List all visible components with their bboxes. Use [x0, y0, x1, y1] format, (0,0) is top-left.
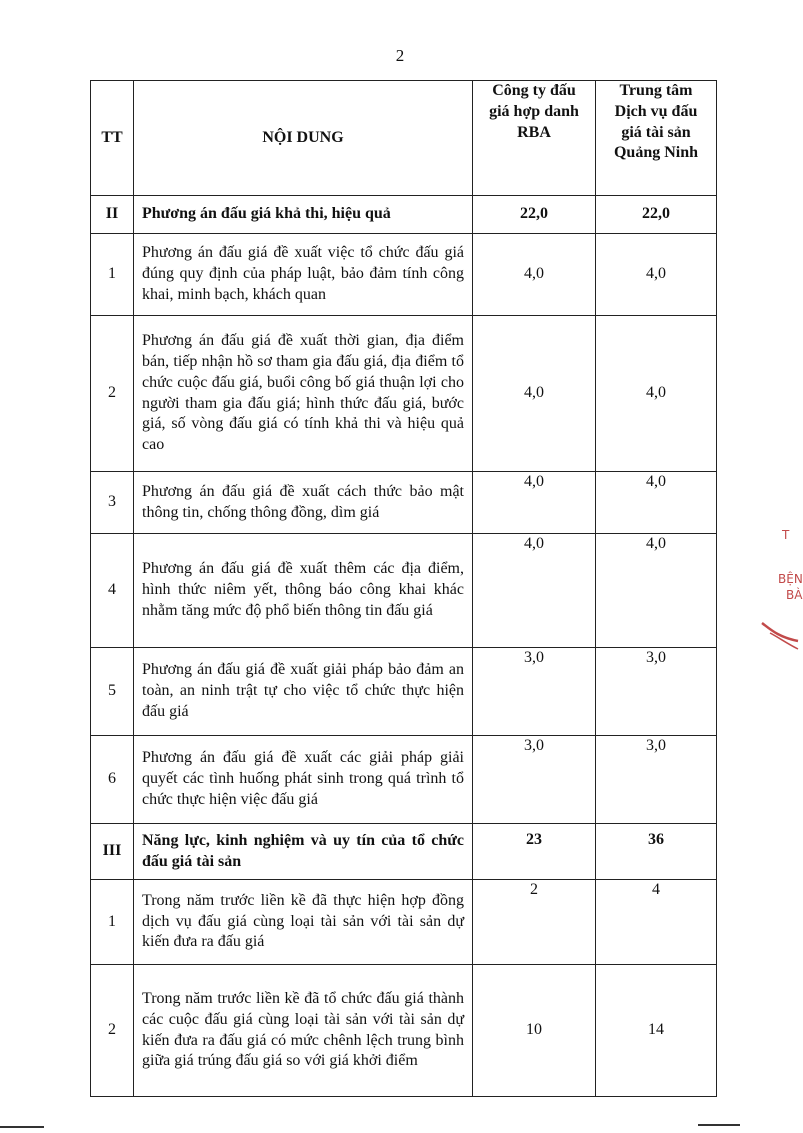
row-score-qn: 4,0	[596, 316, 717, 472]
row-content: Năng lực, kinh nghiệm và uy tín của tổ chức đấu giá tài sản	[134, 824, 473, 880]
row-score-rba: 3,0	[473, 648, 596, 736]
row-score-rba: 4,0	[473, 472, 596, 534]
row-score-qn: 22,0	[596, 196, 717, 234]
row-tt: 4	[91, 534, 134, 648]
row-content: Phương án đấu giá khả thi, hiệu quả	[134, 196, 473, 234]
row-content: Phương án đấu giá đề xuất việc tổ chức đấu giá đúng quy định của pháp luật, bảo đảm tính công khai, minh bạch, khách quan	[134, 234, 473, 316]
row-tt: 1	[91, 234, 134, 316]
row-score-rba: 3,0	[473, 736, 596, 824]
row-score-rba: 4,0	[473, 316, 596, 472]
row-score-rba: 10	[473, 965, 596, 1097]
row-score-qn: 3,0	[596, 648, 717, 736]
row-score-qn: 36	[596, 824, 717, 880]
row-score-qn: 3,0	[596, 736, 717, 824]
row-score-qn: 14	[596, 965, 717, 1097]
row-score-qn: 4,0	[596, 472, 717, 534]
table-row	[91, 648, 717, 736]
row-tt: II	[91, 196, 134, 234]
row-tt: 2	[91, 316, 134, 472]
row-content: Phương án đấu giá đề xuất các giải pháp giải quyết các tình huống phát sinh trong quá trình tổ chức thực hiện việc đấu giá	[134, 736, 473, 824]
row-score-qn: 4,0	[596, 234, 717, 316]
row-content: Phương án đấu giá đề xuất thêm các địa điểm, hình thức niêm yết, thông báo công khai khác nhằm tăng mức độ phổ biến thông tin đấu giá	[134, 534, 473, 648]
row-score-qn: 4	[596, 880, 717, 965]
header-company-rba: Công ty đấu giá hợp danh RBA	[473, 81, 596, 196]
row-tt: 3	[91, 472, 134, 534]
scan-artifact-line	[0, 1126, 44, 1128]
row-content: Phương án đấu giá đề xuất thời gian, địa điểm bán, tiếp nhận hồ sơ tham gia đấu giá, địa điểm tổ chức cuộc đấu giá, buổi công bố giá thuận lợi cho người tham gia đấu giá; hình thức đấu giá, bước giá, số vòng đấu giá có tính khả thi và hiệu quả cao	[134, 316, 473, 472]
row-score-rba: 23	[473, 824, 596, 880]
stamp-text: BÀ	[786, 588, 803, 602]
table-row	[91, 736, 717, 824]
row-content: Phương án đấu giá đề xuất cách thức bảo mật thông tin, chống thông đồng, dìm giá	[134, 472, 473, 534]
scan-artifact-line	[698, 1124, 740, 1126]
table-row	[91, 534, 717, 648]
row-tt: III	[91, 824, 134, 880]
row-content: Trong năm trước liền kề đã thực hiện hợp đồng dịch vụ đấu giá cùng loại tài sản với tài sản dự kiến đưa ra đấu giá	[134, 880, 473, 965]
row-tt: 6	[91, 736, 134, 824]
row-score-rba: 4,0	[473, 234, 596, 316]
header-center-quang-ninh: Trung tâm Dịch vụ đấu giá tài sản Quảng Ninh	[596, 81, 717, 196]
evaluation-table	[90, 80, 717, 1097]
table-row	[91, 965, 717, 1097]
stamp-text: T	[782, 528, 790, 542]
row-score-rba: 22,0	[473, 196, 596, 234]
table-row	[91, 880, 717, 965]
table-row	[91, 316, 717, 472]
stamp-signature-stroke	[760, 615, 800, 655]
red-seal-stamp	[760, 520, 803, 670]
table-row	[91, 472, 717, 534]
table-row	[91, 196, 717, 234]
stamp-text: BỆN	[778, 572, 803, 586]
row-content: Phương án đấu giá đề xuất giải pháp bảo đảm an toàn, an ninh trật tự cho việc tổ chức thực hiện đấu giá	[134, 648, 473, 736]
row-tt: 5	[91, 648, 134, 736]
row-content: Trong năm trước liền kề đã tổ chức đấu giá thành các cuộc đấu giá cùng loại tài sản với tài sản dự kiến đưa ra đấu giá có mức chênh lệch trung bình giữa giá trúng đấu giá so với giá khởi điểm	[134, 965, 473, 1097]
row-score-qn: 4,0	[596, 534, 717, 648]
table-header-row	[91, 81, 717, 196]
table-row	[91, 234, 717, 316]
row-tt: 1	[91, 880, 134, 965]
header-tt: TT	[91, 81, 134, 196]
row-score-rba: 4,0	[473, 534, 596, 648]
table-row	[91, 824, 717, 880]
header-content: NỘI DUNG	[134, 81, 473, 196]
row-tt: 2	[91, 965, 134, 1097]
page-number: 2	[395, 46, 405, 65]
row-score-rba: 2	[473, 880, 596, 965]
